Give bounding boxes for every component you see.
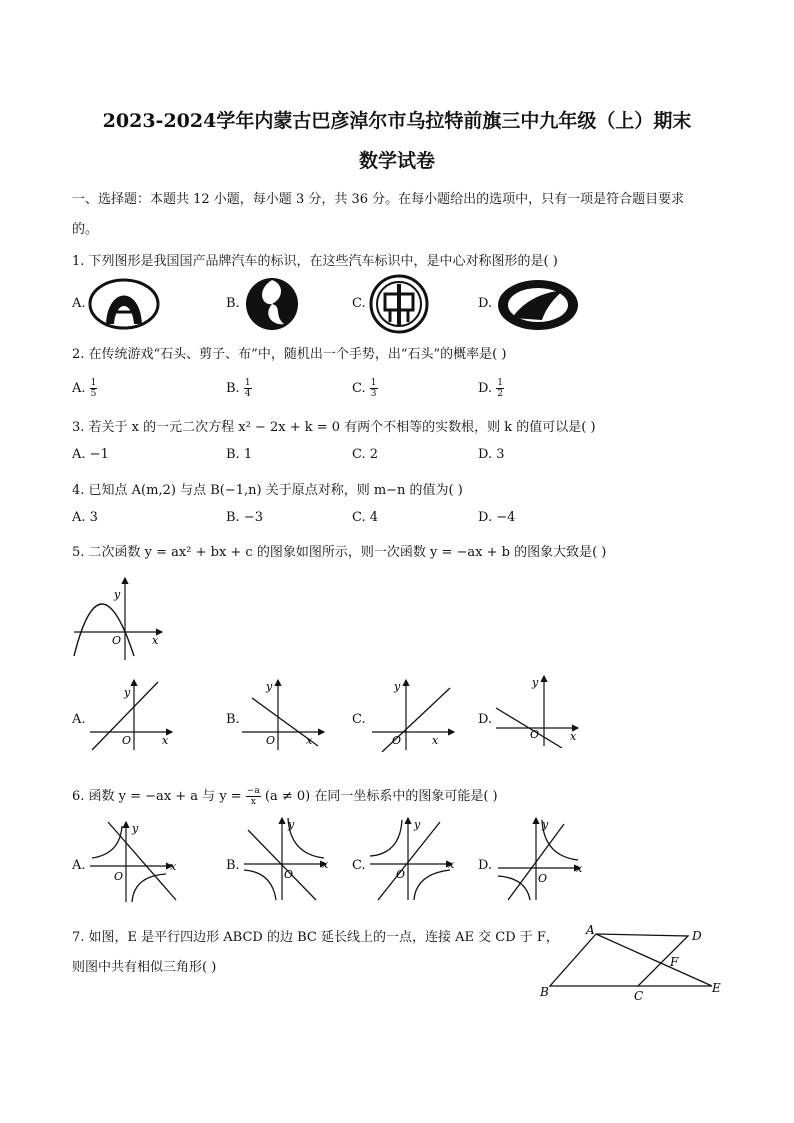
q6-option-a-graph: [86, 818, 182, 904]
q5-option-d-graph: [492, 672, 584, 748]
q4-option-a: [72, 510, 98, 525]
car-logo-swirl-icon: [244, 276, 300, 332]
point-a-label: A: [586, 923, 595, 937]
question-5-stem: 5. 二次函数 y = ax² + bx + c 的图象如图所示，则一次函数 y = −ax + b 的图象大致是( ): [72, 545, 607, 560]
axis-x-label: x: [306, 734, 313, 747]
option-label: D.: [478, 510, 493, 525]
point-e-label: E: [712, 981, 721, 995]
q5-option-a-graph: [86, 676, 178, 752]
option-label: B.: [226, 510, 240, 525]
origin-label: O: [538, 872, 548, 885]
q5-option-d-label: D.: [478, 712, 493, 727]
q4-option-b: [226, 510, 263, 525]
point-c-label: C: [634, 989, 644, 1003]
option-label: C.: [352, 510, 366, 525]
axis-y-label: y: [532, 676, 539, 689]
axis-x-label: x: [152, 634, 159, 647]
denominator: 5: [90, 389, 97, 399]
q2-option-d-label: D.: [478, 381, 493, 396]
numerator: 1: [370, 378, 377, 388]
question-4-stem: 4. 已知点 A(m,2) 与点 B(−1,n) 关于原点对称，则 m−n 的值为( ): [72, 483, 463, 498]
axis-x-label: x: [576, 862, 583, 875]
q5-option-c-label: C.: [352, 712, 366, 727]
q2-option-d: [478, 378, 504, 399]
option-value: −3: [243, 510, 263, 525]
axis-x-label: x: [570, 730, 577, 743]
q6-option-d-graph: [494, 814, 590, 902]
denominator: 2: [497, 389, 503, 399]
numerator: −a: [246, 786, 260, 796]
q2-option-c-fraction: [370, 378, 378, 399]
q5-parabola-graph: [70, 572, 170, 664]
option-value: −4: [496, 510, 516, 525]
origin-label: O: [392, 734, 402, 747]
axis-y-label: y: [414, 818, 421, 831]
origin-label: O: [114, 870, 124, 883]
numerator: 1: [90, 378, 97, 388]
q1-option-b-label: B.: [226, 296, 240, 311]
numerator: 1: [244, 378, 251, 388]
origin-label: O: [396, 868, 406, 881]
point-d-label: D: [692, 929, 702, 943]
axis-y-label: y: [124, 686, 131, 699]
car-logo-leaf-icon: [496, 278, 580, 332]
q3-option-d: [478, 447, 505, 462]
axis-y-label: y: [114, 588, 121, 601]
origin-label: O: [530, 728, 540, 741]
q3-option-a: [72, 447, 109, 462]
stem-fraction: [246, 786, 261, 807]
axis-x-label: x: [170, 860, 177, 873]
origin-label: O: [122, 734, 132, 747]
q5-option-b-label: B.: [226, 712, 240, 727]
q6-option-d-label: D.: [478, 858, 493, 873]
option-value: 3: [89, 510, 98, 525]
question-3-stem: 3. 若关于 x 的一元二次方程 x² − 2x + k = 0 有两个不相等的实数根，则 k 的值可以是( ): [72, 420, 596, 435]
q1-option-a-label: A.: [72, 296, 86, 311]
q2-option-a-label: A.: [72, 381, 86, 396]
question-7-stem-line1: 7. 如图，E 是平行四边形 ABCD 的边 BC 延长线上的一点，连接 AE 交 CD 于 F，: [72, 930, 559, 945]
q6-option-c-graph: [366, 814, 462, 902]
q7-parallelogram-figure: [536, 920, 732, 1006]
question-6-stem: [72, 785, 498, 807]
denominator: x: [250, 797, 256, 807]
q1-option-c-label: C.: [352, 296, 366, 311]
axis-y-label: y: [266, 680, 273, 693]
origin-label: O: [284, 868, 294, 881]
q4-option-c: [352, 510, 378, 525]
option-value: −1: [89, 447, 109, 462]
point-b-label: B: [540, 985, 549, 999]
q2-option-b: [226, 378, 252, 399]
axis-x-label: x: [448, 858, 455, 871]
q5-option-a-label: A.: [72, 712, 86, 727]
axis-x-label: x: [322, 858, 329, 871]
option-label: A.: [72, 510, 86, 525]
axis-y-label: y: [542, 818, 549, 831]
q6-option-c-label: C.: [352, 858, 366, 873]
q1-option-d-label: D.: [478, 296, 493, 311]
question-7-stem-line2: 则图中共有相似三角形( ): [72, 960, 217, 975]
q2-option-a-fraction: [90, 378, 98, 399]
denominator: 3: [370, 389, 377, 399]
axis-x-label: x: [162, 734, 169, 747]
q6-option-b-label: B.: [226, 858, 240, 873]
option-value: 1: [243, 447, 253, 462]
axis-x-label: x: [432, 734, 439, 747]
numerator: 1: [497, 378, 503, 388]
denominator: 4: [244, 389, 251, 399]
origin-label: O: [112, 634, 122, 647]
option-label: B.: [226, 447, 240, 462]
option-label: C.: [352, 447, 366, 462]
option-value: 3: [496, 447, 505, 462]
exam-title-line1: 2023-2024学年内蒙古巴彦淖尔市乌拉特前旗三中九年级（上）期末: [102, 110, 692, 132]
q2-option-b-label: B.: [226, 381, 240, 396]
q3-option-c: [352, 447, 378, 462]
q6-option-a-label: A.: [72, 858, 86, 873]
section-intro-line1: 一、选择题：本题共 12 小题，每小题 3 分，共 36 分。在每小题给出的选项中，只有一项是符合题目要求: [72, 192, 685, 207]
q2-option-d-fraction: [496, 378, 504, 399]
q5-option-b-graph: [238, 676, 330, 752]
section-intro-line2: 的。: [72, 222, 99, 237]
q5-option-c-graph: [368, 676, 460, 752]
stem-prefix: 6. 函数 y = −ax + a 与 y =: [72, 789, 242, 804]
q3-option-b: [226, 447, 252, 462]
origin-label: O: [266, 734, 276, 747]
question-2-stem: 2. 在传统游戏“石头、剪子、布”中，随机出一个手势，出“石头”的概率是( ): [72, 347, 507, 362]
car-logo-zhong-icon: [368, 274, 430, 334]
car-logo-arch-icon: [88, 276, 160, 332]
question-1-stem: 1. 下列图形是我国国产品牌汽车的标识，在这些汽车标识中，是中心对称图形的是( ): [72, 254, 558, 269]
q2-option-c: [352, 378, 378, 399]
option-label: D.: [478, 447, 493, 462]
option-value: 2: [369, 447, 379, 462]
exam-title-line2: 数学试卷: [358, 150, 435, 172]
option-value: 4: [369, 510, 379, 525]
option-label: A.: [72, 447, 86, 462]
q2-option-c-label: C.: [352, 381, 366, 396]
q4-option-d: [478, 510, 515, 525]
q2-option-a: [72, 378, 97, 399]
stem-suffix: (a ≠ 0) 在同一坐标系中的图象可能是( ): [264, 789, 498, 804]
q6-option-b-graph: [240, 814, 336, 902]
q2-option-b-fraction: [244, 378, 252, 399]
point-f-label: F: [670, 955, 679, 969]
axis-y-label: y: [132, 822, 139, 835]
axis-y-label: y: [288, 818, 295, 831]
axis-y-label: y: [394, 680, 401, 693]
